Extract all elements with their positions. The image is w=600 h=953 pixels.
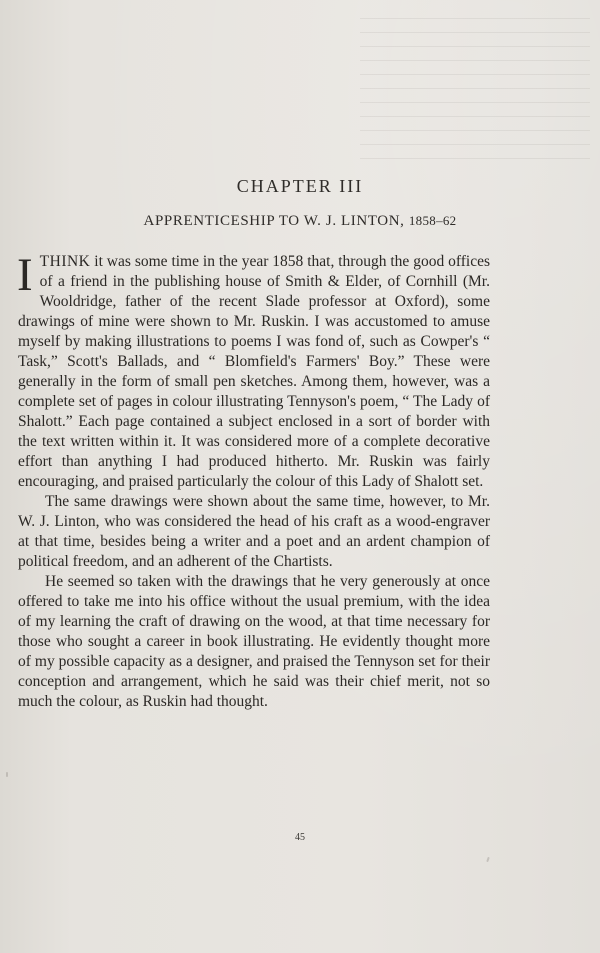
drop-cap: I bbox=[17, 249, 33, 301]
chapter-years: 1858–62 bbox=[408, 213, 457, 228]
chapter-title: CHAPTER III bbox=[236, 176, 364, 196]
first-word: THINK bbox=[39, 253, 91, 270]
page-number: 45 bbox=[295, 832, 305, 843]
paragraph-3: He seemed so taken with the drawings that he very generously at once offered to take me into his office without the usual premium, with the idea of my learning the craft of drawing on the wood, at that time necessary for those who sought a career in book illustrating. He evidently thought more of my possible capacity as a designer, and praised the Tennyson set for their conception and arrangement, which he said was their chief merit, not so much the colour, as Ruskin had thought. bbox=[18, 573, 490, 710]
paragraph-1-text: it was some time in the year 1858 that, through the good offices of a friend in the publishing house of Smith & Elder, of Cornhill (Mr. Wooldridge, father of the recent Slade professor at Oxford), some drawings of mine were shown to Mr. Ruskin. I was accustomed to amuse myself by making illustrations to poems I was fond of, such as Cowper's “ Task,” Scott's Ballads, and “ Blomfield's Farmers' Boy.” These were generally in the form of small pen sketches. Among them, however, was a complete set of pages in colour illustrating Tennyson's poem, “ The Lady of Shalott.” Each page contained a subject enclosed in a sort of border with the text written within it. It was considered more of a complete decorative effort than anything I had produced hitherto. Mr. Ruskin was fairly encouraging, and praised particularly the colour of this Lady of Shalott set. bbox=[18, 253, 490, 490]
chapter-subtitle bbox=[0, 213, 600, 230]
show-through-texture bbox=[360, 18, 590, 168]
paper-speck bbox=[6, 772, 8, 777]
body-text bbox=[17, 249, 490, 712]
paragraph-1 bbox=[17, 249, 490, 492]
paragraph-2: The same drawings were shown about the same time, however, to Mr. W. J. Linton, who was considered the head of his craft as a wood-engraver at that time, besides being a writer and a poet and an ardent champion of political freedom, and an adherent of the Chartists. bbox=[18, 493, 490, 570]
chapter-subtitle-text: APPRENTICESHIP TO W. J. LINTON, bbox=[143, 213, 405, 229]
paper-speck bbox=[486, 857, 490, 862]
